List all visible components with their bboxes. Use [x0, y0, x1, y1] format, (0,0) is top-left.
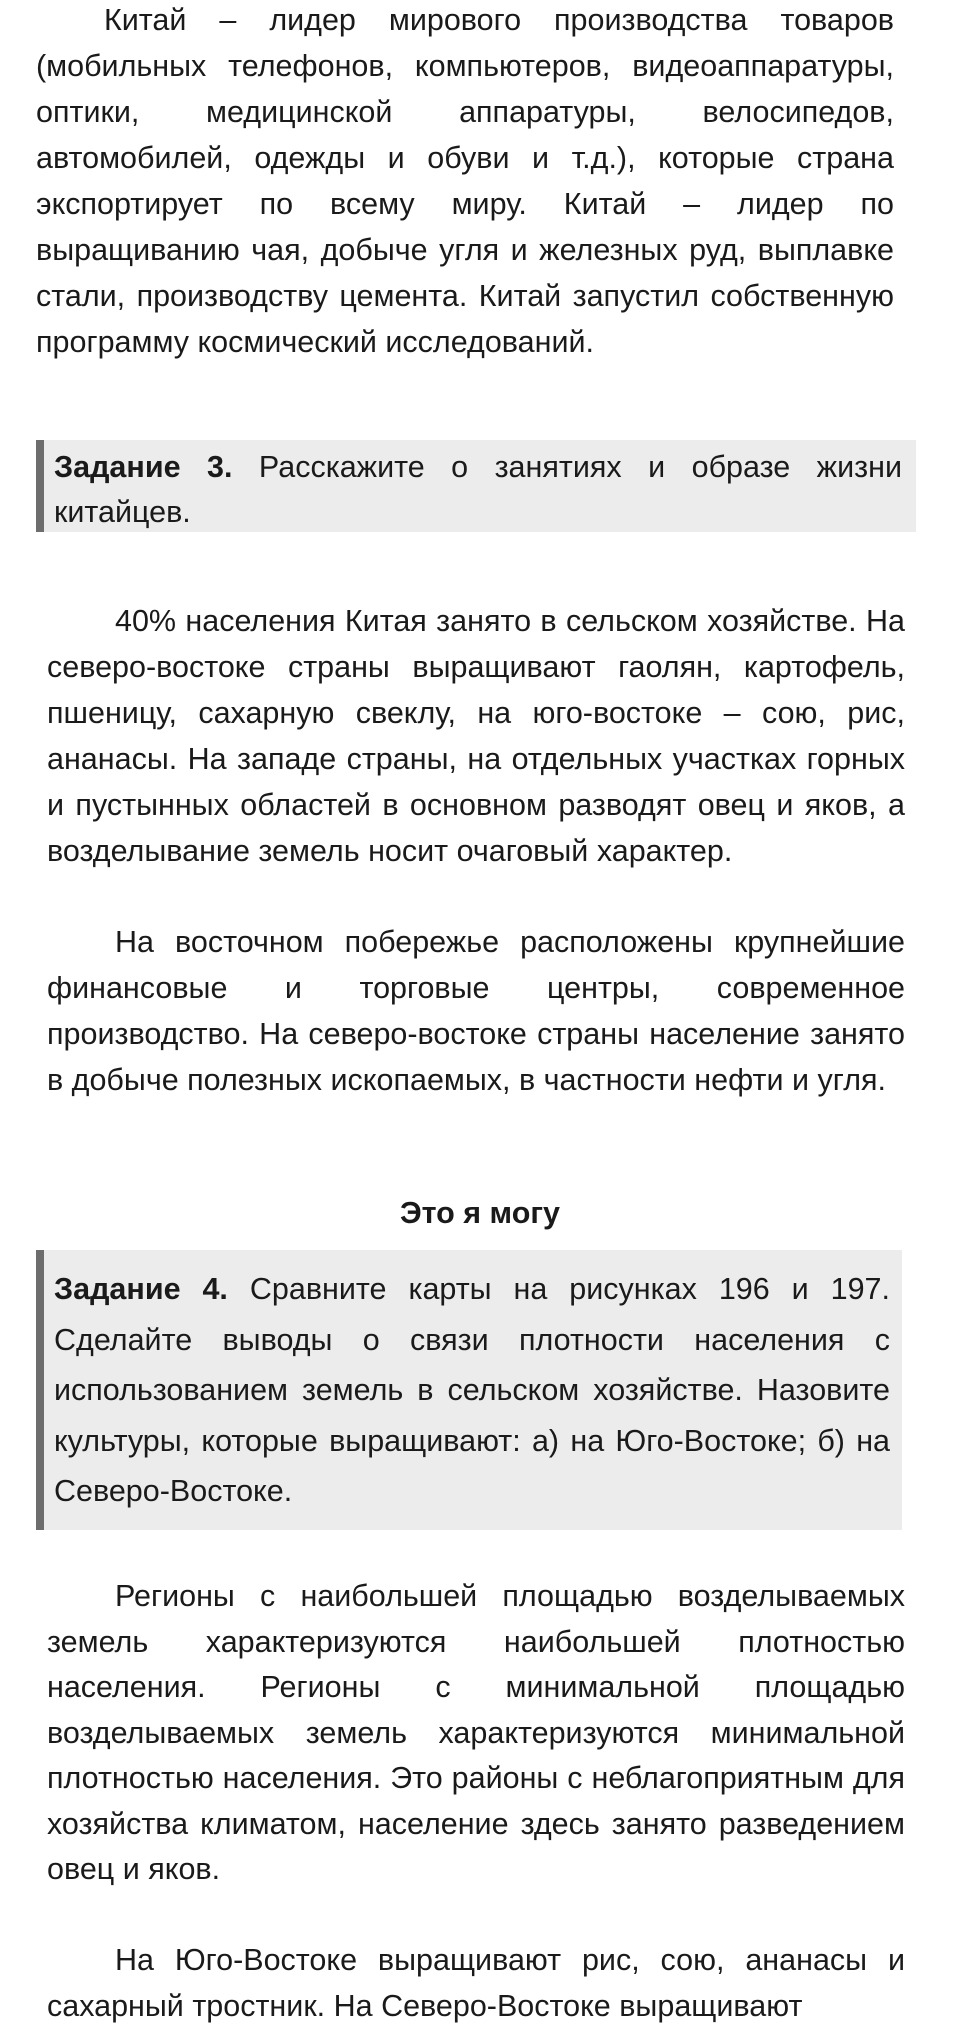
paragraph-regions-density: Регионы с наибольшей площадью возделываемых земель характеризуются наибольшей плотностью населения. Регионы с минимальной площадью возделываемых земель характеризуются минимальной плотностью населения. Это районы с неблагоприятным для хозяйства климатом, население здесь занято разведением овец и яков. — [47, 1579, 905, 1886]
task-4-text: Сравните карты на рисунках 196 и 197. Сделайте выводы о связи плотности населения с использованием земель в сельском хозяйстве. Назовите культуры, которые выращивают: а) на Юго-Востоке; б) на Северо-Востоке. — [54, 1272, 890, 1508]
paragraph-crops: На Юго-Востоке выращивают рис, сою, ананасы и сахарный тростник. На Северо-Востоке выращивают — [47, 1943, 905, 2023]
paragraph-agriculture: 40% населения Китая занято в сельском хозяйстве. На северо-востоке страны выращивают гаолян, картофель, пшеницу, сахарную свеклу, на юго-востоке – сою, рис, ананасы. На западе страны, на отдельных участках горных и пустынных областей в основном разводят овец и яков, а возделывание земель носит очаговый характер. — [47, 604, 905, 868]
task-3-box — [36, 440, 916, 532]
task-3-label: Задание 3. — [54, 450, 233, 484]
task-3-text: Расскажите о занятиях и образе жизни китайцев. — [54, 450, 902, 529]
task-4-label: Задание 4. — [54, 1272, 228, 1306]
paragraph-china-production: Китай – лидер мирового производства товаров (мобильных телефонов, компьютеров, видеоаппаратуры, оптики, медицинской аппаратуры, велосипедов, автомобилей, одежды и обуви и т.д.), которые страна экспортирует по всему миру. Китай – лидер по выращиванию чая, добыче угля и железных руд, выплавке стали, производству цемента. Китай запустил собственную программу космический исследований. — [36, 3, 894, 359]
paragraph-east-coast: На восточном побережье расположены крупнейшие финансовые и торговые центры, современное производство. На северо-востоке страны население занято в добыче полезных ископаемых, в частности нефти и угля. — [47, 925, 905, 1097]
task-4-box — [36, 1250, 902, 1530]
section-heading: Это я могу — [399, 1196, 561, 1230]
